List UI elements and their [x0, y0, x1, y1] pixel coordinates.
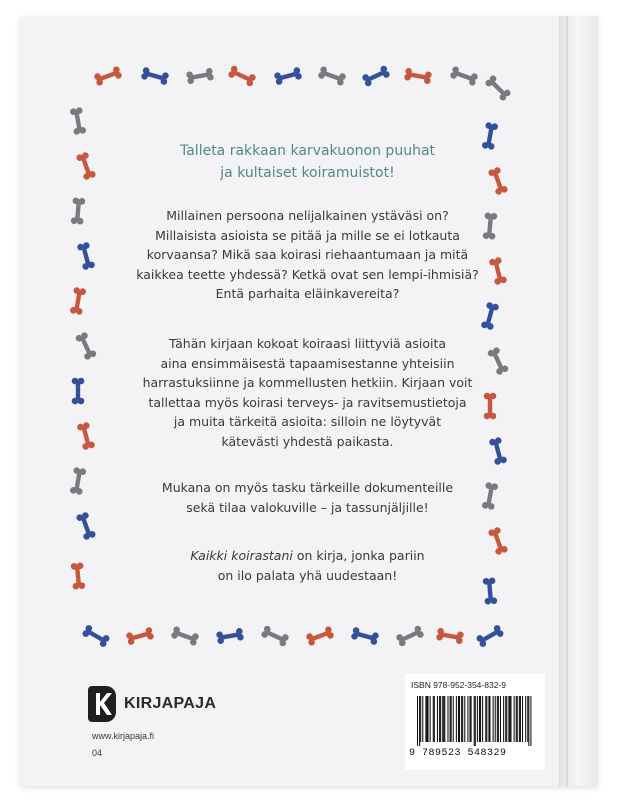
barcode-bar: [486, 696, 487, 742]
dog-bone-icon: [72, 378, 85, 405]
barcode-icon: [417, 696, 535, 746]
dog-bone-icon: [305, 626, 334, 647]
barcode-bar: [428, 696, 429, 742]
barcode-bar: [495, 696, 496, 742]
barcode-bar: [475, 696, 476, 746]
book-title: Kaikki koirastani: [190, 548, 293, 563]
dog-bone-icon: [351, 626, 380, 645]
barcode-bar: [500, 696, 501, 742]
paragraph-line: sekä tilaa valokuville – ja tassunjäljille!: [186, 499, 429, 515]
barcode-bar: [458, 696, 459, 742]
barcode-bar: [437, 696, 438, 742]
barcode-bar: [497, 696, 498, 742]
headline: [115, 140, 500, 184]
dog-bone-icon: [81, 624, 110, 648]
barcode-bar: [509, 696, 510, 742]
dog-bone-icon: [69, 107, 86, 135]
dog-bone-icon: [69, 287, 86, 315]
dog-bone-icon: [75, 331, 98, 360]
barcode-bar: [425, 696, 426, 742]
barcode-bar: [503, 696, 504, 742]
paragraph-line: harrastuksiinne ja kommellusten hetkiin. Kirjaan voit: [142, 375, 473, 390]
barcode-bar: [453, 696, 454, 742]
barcode-bar: [467, 696, 468, 742]
barcode-bar: [505, 696, 506, 742]
paragraph-line: Millainen persoona nelijalkainen ystäväsi on?: [166, 208, 449, 223]
dog-bone-icon: [216, 627, 244, 644]
dog-bone-icon: [361, 65, 390, 88]
barcode-bar: [462, 696, 463, 742]
dog-bone-icon: [449, 66, 478, 87]
isbn-label: ISBN 978-952-354-832-9: [411, 680, 506, 690]
paragraph-line: [115, 546, 500, 566]
barcode-bar: [474, 696, 475, 746]
paragraph-4: [115, 546, 500, 585]
barcode-bar: [498, 696, 499, 742]
headline-line: Talleta rakkaan karvakuonon puuhat: [179, 143, 436, 159]
paragraph-line: Millaisista asioista se pitää ja mille se ei lotkauta: [155, 227, 460, 243]
barcode-bar: [506, 696, 507, 742]
publisher-name: KIRJAPAJA: [124, 695, 217, 712]
paragraph-line: Tähän kirjaan kokoat koiraasi liittyviä asioita: [168, 336, 447, 351]
book-back-cover: [20, 16, 598, 786]
paragraph-text: on kirja, jonka pariin: [292, 548, 425, 563]
barcode-bar: [527, 696, 528, 742]
paragraph-line: korvaansa? Mikä saa koirasi riehaantumaan ja mitä: [146, 247, 469, 262]
book-spine: [559, 16, 598, 786]
barcode-digits: 9 789523 548329: [409, 748, 507, 759]
barcode-bar: [493, 696, 494, 742]
barcode-bar: [433, 696, 434, 742]
barcode-bar: [520, 696, 521, 742]
barcode-bar: [489, 696, 490, 742]
paragraph-line: Entä parhaita eläinkavereita?: [215, 286, 400, 301]
barcode-bar: [525, 696, 526, 742]
paragraph-line: on ilo palata yhä uudestaan!: [217, 567, 398, 583]
dog-bone-icon: [186, 67, 214, 84]
barcode-bar: [440, 696, 441, 742]
dog-bone-icon: [69, 467, 86, 495]
barcode-bar: [479, 696, 480, 742]
barcode-bar: [464, 696, 465, 742]
paragraph-line: kätevästi yhdestä paikasta.: [221, 433, 394, 449]
dog-bone-icon: [480, 302, 499, 331]
barcode-bar: [443, 696, 444, 742]
dog-bone-icon: [76, 242, 95, 271]
barcode-box: [405, 674, 545, 770]
barcode-bar: [417, 696, 418, 746]
dog-bone-icon: [260, 625, 289, 648]
barcode-bar: [420, 696, 421, 742]
paragraph-line: Mukana on myös tasku tärkeille dokumenteille: [161, 480, 454, 495]
dog-bone-icon: [76, 422, 95, 451]
paragraph-2: [115, 334, 500, 451]
dog-bone-icon: [126, 626, 155, 645]
barcode-bar: [516, 696, 517, 742]
barcode-bar: [447, 696, 448, 742]
barcode-bar: [522, 696, 523, 742]
barcode-bar: [528, 696, 529, 746]
dog-bone-icon: [93, 66, 122, 87]
barcode-bar: [426, 696, 427, 742]
barcode-bar: [459, 696, 460, 742]
barcode-bar: [477, 696, 478, 742]
paragraph-3: [115, 478, 500, 517]
barcode-bar: [508, 696, 509, 742]
barcode-bar: [480, 696, 481, 742]
dog-bone-icon: [71, 197, 86, 225]
barcode-bar: [461, 696, 462, 742]
kirjapaja-logo-icon: [86, 684, 118, 724]
barcode-bar: [450, 696, 451, 742]
barcode-bar: [439, 696, 440, 742]
dog-bone-icon: [76, 151, 97, 180]
barcode-bar: [482, 696, 483, 742]
barcode-bar: [485, 696, 486, 742]
dog-bone-icon: [317, 66, 346, 87]
barcode-bar: [514, 696, 515, 742]
barcode-bar: [430, 696, 431, 742]
barcode-bar: [519, 696, 520, 742]
barcode-bar: [510, 696, 511, 742]
dog-bone-icon: [170, 626, 199, 647]
barcode-bar: [456, 696, 457, 742]
publisher-code: 04: [92, 748, 103, 758]
paragraph-line: kaikkea teette yhdessä? Ketkä ovat sen lempi-ihmisiä?: [136, 266, 479, 282]
paragraph-line: tallettaa myös koirasi terveys- ja ravitsemustietoja: [148, 394, 467, 410]
headline-line: ja kultaiset koiramuistot!: [220, 165, 395, 181]
barcode-bar: [530, 696, 531, 746]
publisher-logo: [86, 684, 216, 724]
barcode-bar: [488, 696, 489, 742]
spine-groove: [566, 16, 568, 786]
dog-bone-icon: [141, 66, 170, 85]
paragraph-line: aina ensimmäisestä tapaamisestanne yhteisiin: [160, 355, 455, 371]
dog-bone-icon: [404, 67, 432, 84]
paragraph-line: ja muita tärkeitä asioita: silloin ne löytyvät: [173, 414, 442, 429]
barcode-bar: [434, 696, 435, 742]
dog-bone-icon: [71, 562, 86, 590]
barcode-bar: [419, 696, 420, 746]
publisher-url: www.kirjapaja.fi: [92, 731, 155, 741]
barcode-bar: [422, 696, 423, 742]
barcode-bar: [470, 696, 471, 742]
dog-bone-icon: [475, 624, 504, 648]
dog-bone-icon: [227, 65, 256, 88]
barcode-bar: [517, 696, 518, 742]
dog-bone-icon: [274, 66, 303, 85]
barcode-bar: [471, 696, 472, 742]
dog-bone-icon: [76, 511, 97, 540]
dog-bone-icon: [395, 625, 424, 648]
dog-bone-icon: [436, 627, 464, 644]
barcode-bar: [451, 696, 452, 742]
barcode-bar: [442, 696, 443, 742]
barcode-bar: [444, 696, 445, 742]
paragraph-1: [115, 206, 500, 304]
dog-bone-icon: [484, 74, 512, 102]
